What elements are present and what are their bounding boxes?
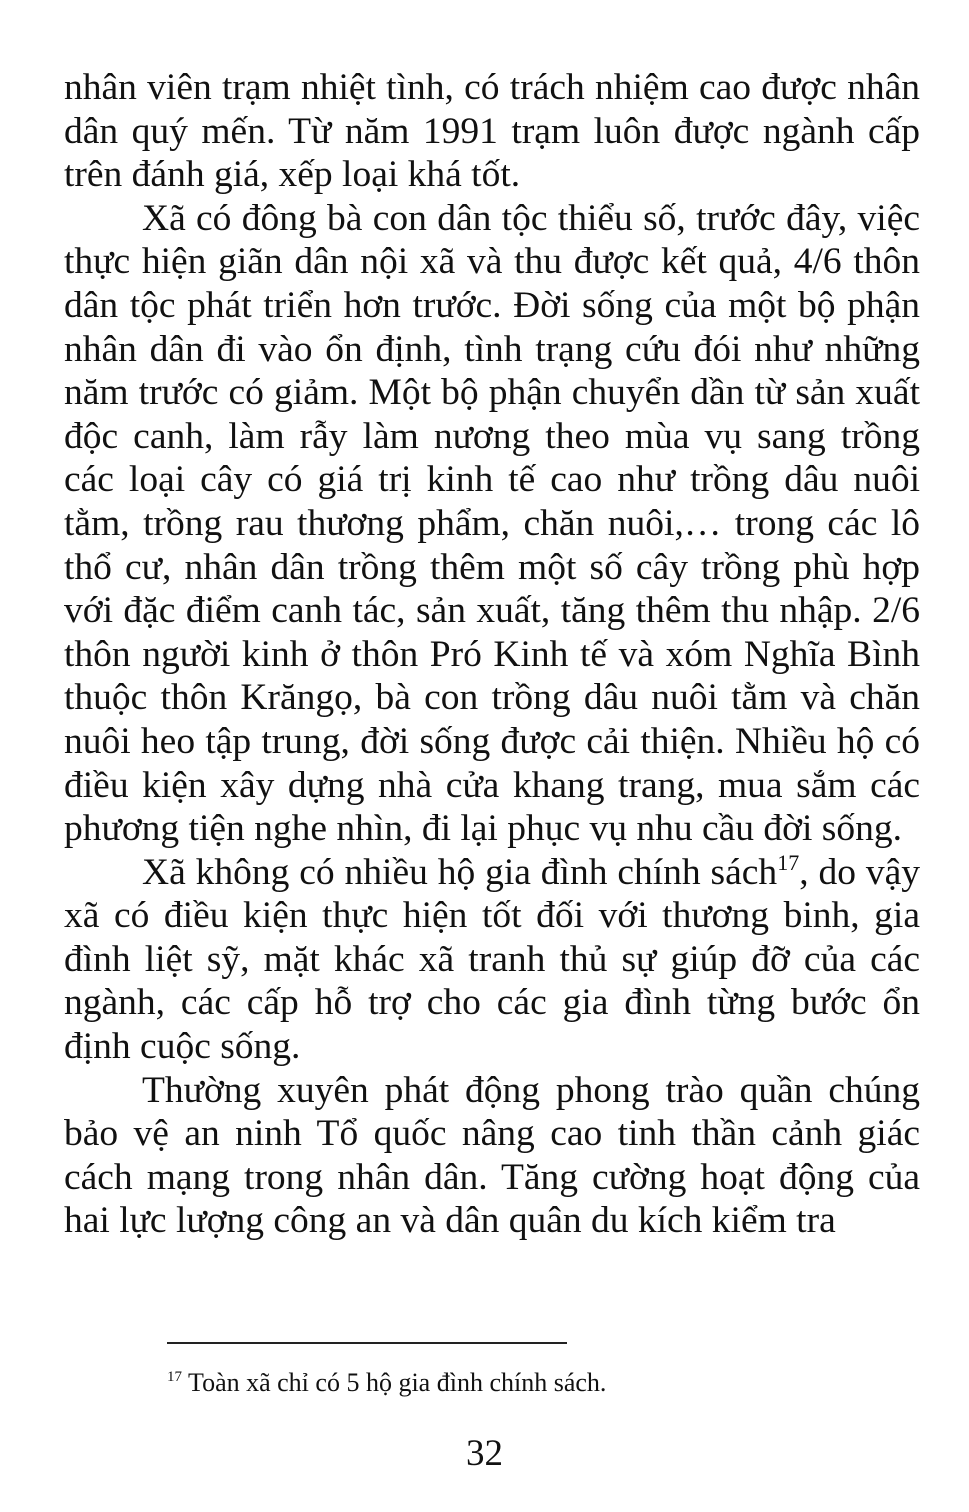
footnote [167, 1367, 606, 1399]
footnote-mark: 17 [167, 1369, 182, 1385]
paragraph-4: Thường xuyên phát động phong trào quần chúng bảo vệ an ninh Tổ quốc nâng cao tinh thần cảnh giác cách mạng trong nhân dân. Tăng cường hoạt động của hai lực lượng công an và dân quân du kích kiểm tra [64, 1069, 920, 1242]
paragraph-1: nhân viên trạm nhiệt tình, có trách nhiệm cao được nhân dân quý mến. Từ năm 1991 trạm luôn được ngành cấp trên đánh giá, xếp loại khá tốt. [64, 67, 920, 196]
footnote-divider [167, 1342, 567, 1344]
paragraph-3-text-before: Xã không có nhiều hộ gia đình chính sách [142, 851, 778, 893]
footnote-reference: 17 [777, 849, 800, 875]
page-body [64, 66, 920, 1243]
paragraph-3-text-after: , do vậy xã có điều kiện thực hiện tốt đối với thương binh, gia đình liệt sỹ, mặt khác xã tranh thủ sự giúp đỡ của các ngành, các cấp hỗ trợ cho các gia đình từng bước ổn định cuộc sống. [64, 851, 920, 1068]
footnote-text: Toàn xã chỉ có 5 hộ gia đình chính sách. [188, 1368, 607, 1397]
paragraph-3 [64, 851, 920, 1069]
page-number: 32 [466, 1433, 503, 1474]
paragraph-2: Xã có đông bà con dân tộc thiểu số, trước đây, việc thực hiện giãn dân nội xã và thu được kết quả, 4/6 thôn dân tộc phát triển hơn trước. Đời sống của một bộ phận nhân dân đi vào ổn định, tình trạng cứu đói như những năm trước có giảm. Một bộ phận chuyển dần từ sản xuất độc canh, làm rẫy làm nương theo mùa vụ sang trồng các loại cây có giá trị kinh tế cao như trồng dâu nuôi tằm, trồng rau thương phẩm, chăn nuôi,… trong các lô thổ cư, nhân dân trồng thêm một số cây trồng phù hợp với đặc điểm canh tác, sản xuất, tăng thêm thu nhập. 2/6 thôn người kinh ở thôn Pró Kinh tế và xóm Nghĩa Bình thuộc thôn Krăngọ, bà con trồng dâu nuôi tằm và chăn nuôi heo tập trung, đời sống được cải thiện. Nhiều hộ có điều kiện xây dựng nhà cửa khang trang, mua sắm các phương tiện nghe nhìn, đi lại phục vụ nhu cầu đời sống. [64, 197, 920, 850]
